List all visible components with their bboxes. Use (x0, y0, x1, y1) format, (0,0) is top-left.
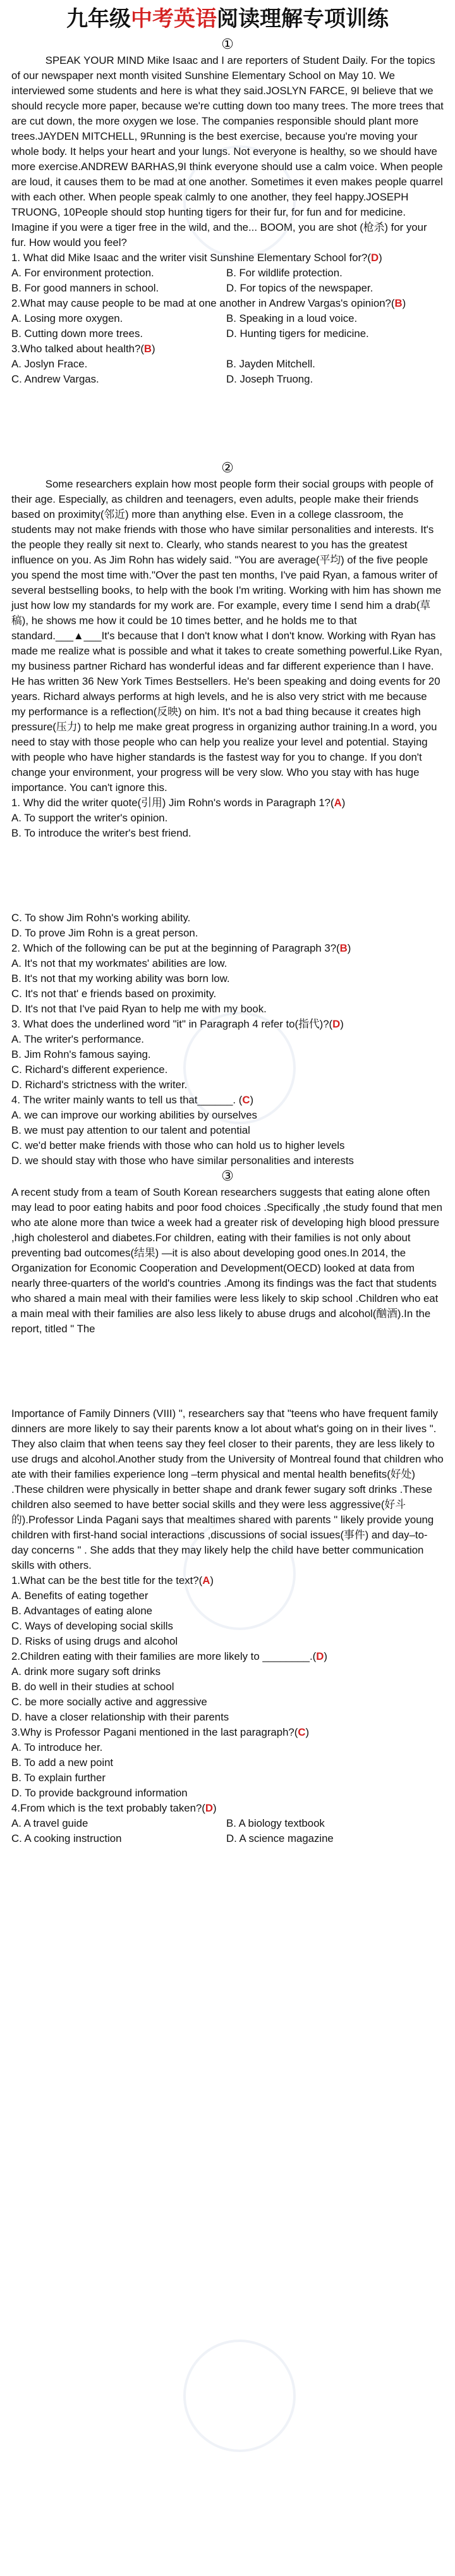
p3-q2-option-a: A. drink more sugary soft drinks (11, 1665, 161, 1677)
title-suffix: 阅读理解专项训练 (217, 6, 389, 32)
p2-q3-option-d: D. Richard's strictness with the writer. (11, 1079, 188, 1091)
passage3-text-part1: A recent study from a team of South Korean researchers suggests that eating alone often may lead to poor eating habits and poor food choices .Specifically ,the study found that men who ate alone more than twice a week had a greater risk of developing high blood pressure ,high cholesterol and diabetes.For children, eating with their families is not only about preventing bad outcomes(结果) —it is also about developing good ones.In 2014, the Organization for Economic Cooperation and Development(OECD) looked at data from nearly three-quarters of the world's countries .Among its findings was the fact that students who shared a main meal with their families were less likely to skip school .Children who eat a main meal with their families are also less likely to abuse drugs and alcohol(酗酒).In the report, titled " The (11, 1186, 442, 1335)
watermark-seal (183, 2340, 296, 2452)
p2-q3-answer: D (332, 1018, 341, 1030)
p2-q2-option-a: A. It's not that my workmates' abilities are low. (11, 957, 228, 969)
page-gap (11, 1337, 444, 1406)
p3-question-2: 2.Children eating with their families are more likely to ________.(D) (11, 1650, 327, 1662)
p2-q1-option-c: C. To show Jim Rohn's working ability. (11, 912, 191, 924)
p1-q3-options-row1: A. Joslyn Frace. B. Jayden Mitchell. (11, 358, 315, 370)
p3-q2-answer: D (316, 1650, 324, 1662)
p3-q4-answer: D (205, 1802, 213, 1814)
passage2-text: Some researchers explain how most people form their social groups with people of their age. Especially, as children and teenagers, even adults, people make their friends based on proximity(邻近) more than anything else. Even in a college classroom, the students may not make friends with those who have similar personalities and interests. It's the people they really sit next to. Clearly, who stands nearest to you has the greatest influence on you. As Jim Rohn has widely said. "You are average(平均) of the five people you spend the most time with."Over the past ten months, I've paid Ryan, a famous writer of several bestselling books, to help with the book I'm writing. Working with him has shown me just how low my standards for my work are. For example, every time I send him a drab(草稿), he shows me how it could be 10 times better, and he holds me to that standard.___▲___It's because that I don't know what I don't know. Working with Ryan has made me realize what is possible and what it takes to create something powerful.Like Ryan, my business partner Richard has wonderful ideas and far different experience than I have. He has written 36 New York Times Bestsellers. He's been speaking and doing events for 20 years. Richard always performs at high levels, and he is also very strict with me because my performance is a reflection(反映) on him. It's not a bad thing because it creates high pressure(压力) to help me make great progress in organizing author training.In a word, you need to stay with those people who can help you realize your level and potential. Staying with people who have higher standards is the fastest way for you to change. If you don't change your environment, your progress will be very slow. Who you stay with has huge importance. You can't ignore this. (11, 478, 442, 794)
page-gap (11, 387, 444, 460)
passage1-text: SPEAK YOUR MIND Mike Isaac and I are reporters of Student Daily. For the topics of our newspaper next month visited Sunshine Elementary School on May 10. We interviewed some students and here is what they said.JOSLYN FARCE, 9I believe that we should recycle more paper, because we're cutting down too many trees. The more trees that are cut down, the more oxygen we lose. The companies responsible should plant more trees.JAYDEN MITCHELL, 9Running is the best exercise, because you're moving your whole body. It helps your heart and your lungs. Not everyone is healthy, so we should have more exercise.ANDREW BARHAS,9I think everyone should use a calm voice. When people are loud, it causes them to be mad at one another. Sometimes it even makes people quarrel with each other. When people speak calmly to one another, they feel happy.JOSEPH TRUONG, 10People should stop hunting tigers for their fur, for fun and for medicine. Imagine if you were a tiger free in the wild, and the... BOOM, you are shot (枪杀) for your fur. How would you feel? (11, 54, 444, 248)
p3-q3-option-d: D. To provide background information (11, 1787, 188, 1799)
p2-question-3: 3. What does the underlined word "it" in Paragraph 4 refer to(指代)?(D) (11, 1018, 344, 1030)
p3-q1-answer: A (202, 1574, 210, 1586)
p1-question-3: 3.Who talked about health?(B) (11, 343, 155, 355)
p1-q2-answer: B (394, 297, 403, 309)
blank-marker: ___▲___ (55, 630, 102, 642)
p2-q2-option-c: C. It's not that' e friends based on proximity. (11, 988, 217, 1000)
p3-question-3: 3.Why is Professor Pagani mentioned in the last paragraph?(C) (11, 1726, 310, 1738)
p3-q2-option-b: B. do well in their studies at school (11, 1681, 174, 1693)
p3-q2-option-c: C. be more socially active and aggressive (11, 1696, 207, 1708)
p3-q1-option-d: D. Risks of using drugs and alcohol (11, 1635, 178, 1647)
p3-question-1: 1.What can be the best title for the text?(A) (11, 1574, 214, 1586)
p2-q4-answer: C (242, 1094, 250, 1106)
p3-q3-option-a: A. To introduce her. (11, 1741, 103, 1753)
p2-q3-option-b: B. Jim Rohn's famous saying. (11, 1048, 151, 1060)
p3-q1-option-a: A. Benefits of eating together (11, 1590, 149, 1602)
title-grade: 九年级 (66, 6, 131, 32)
page-title (11, 0, 444, 37)
p1-q1-options-row2: B. For good manners in school. D. For topics of the newspaper. (11, 282, 373, 294)
p1-question-2: 2.What may cause people to be mad at one another in Andrew Vargas's opinion?(B) (11, 297, 406, 309)
passage1-number: ① (221, 36, 234, 52)
p1-q3-answer: B (143, 343, 152, 355)
p1-q2-options-row1: A. Losing more oxygen. B. Speaking in a loud voice. (11, 312, 358, 324)
p2-q4-option-b: B. we must pay attention to our talent and potential (11, 1124, 250, 1136)
p2-q4-option-d: D. we should stay with those who have similar personalities and interests (11, 1155, 354, 1167)
p1-q3-options-row2: C. Andrew Vargas. D. Joseph Truong. (11, 373, 313, 385)
p3-question-4: 4.From which is the text probably taken?(D) (11, 1802, 217, 1814)
p3-q3-answer: C (298, 1726, 306, 1738)
p2-question-2: 2. Which of the following can be put at the beginning of Paragraph 3?(B) (11, 942, 351, 954)
passage3-number: ③ (221, 1168, 234, 1184)
p3-q1-option-c: C. Ways of developing social skills (11, 1620, 173, 1632)
p1-q1-options-row1: A. For environment protection. B. For wildlife protection. (11, 267, 343, 279)
p2-q1-answer: A (334, 797, 342, 809)
p3-q4-options-row2: C. A cooking instruction D. A science magazine (11, 1832, 334, 1844)
p3-q3-option-c: B. To explain further (11, 1772, 106, 1784)
p3-q1-option-b: B. Advantages of eating alone (11, 1605, 152, 1617)
p1-q2-options-row2: B. Cutting down more trees. D. Hunting tigers for medicine. (11, 328, 369, 340)
passage3-text-part2: Importance of Family Dinners (VIII) ", researchers say that "teens who have frequent family dinners are more likely to say their parents know a lot about what's going on in their lives ". They also claim that when teens say they feel closer to their parents, they are less likely to use drugs and alcohol.Another study from the University of Montreal found that children who ate with their families experience long –term physical and mental health benefits(好处) .These children were physically in better shape and drank fewer sugary soft drinks .These children also seemed to have better social skills and they were less aggressive(好斗的).Professor Linda Pagani says that mealtimes shared with parents " likely provide young children with first-hand social interactions ,discussions of social issues(事件) and day–to-day concerns " . She adds that they may likely help the child have better communication skills with others. (11, 1408, 444, 1571)
p2-q1-option-a: A. To support the writer's opinion. (11, 812, 168, 824)
p3-q2-option-d: D. have a closer relationship with their parents (11, 1711, 229, 1723)
p2-q2-answer: B (339, 942, 348, 954)
p2-q4-option-c: C. we'd better make friends with those who can hold us to higher levels (11, 1139, 345, 1151)
p2-q3-option-a: A. The writer's performance. (11, 1033, 144, 1045)
p3-q4-options-row1: A. A travel guide B. A biology textbook (11, 1817, 325, 1829)
p2-q3-option-c: C. Richard's different experience. (11, 1064, 168, 1076)
p2-question-4: 4. The writer mainly wants to tell us that______. (C) (11, 1094, 254, 1106)
page-gap (11, 841, 444, 911)
p2-q4-option-a: A. we can improve our working abilities by ourselves (11, 1109, 257, 1121)
p2-q2-option-d: D. It's not that I've paid Ryan to help me with my book. (11, 1003, 267, 1015)
passage2-number: ② (221, 460, 234, 475)
p2-q1-option-b: B. To introduce the writer's best friend. (11, 827, 191, 839)
p2-q1-option-d: D. To prove Jim Rohn is a great person. (11, 927, 198, 939)
p2-q2-option-b: B. It's not that my working ability was born low. (11, 972, 230, 984)
title-highlight: 中考英语 (131, 6, 217, 32)
p2-question-1: 1. Why did the writer quote(引用) Jim Rohn's words in Paragraph 1?(A) (11, 797, 346, 809)
p1-q1-answer: D (370, 252, 379, 264)
p1-question-1: 1. What did Mike Isaac and the writer visit Sunshine Elementary School for?(D) (11, 252, 382, 264)
p3-q3-option-b: B. To add a new point (11, 1757, 114, 1769)
